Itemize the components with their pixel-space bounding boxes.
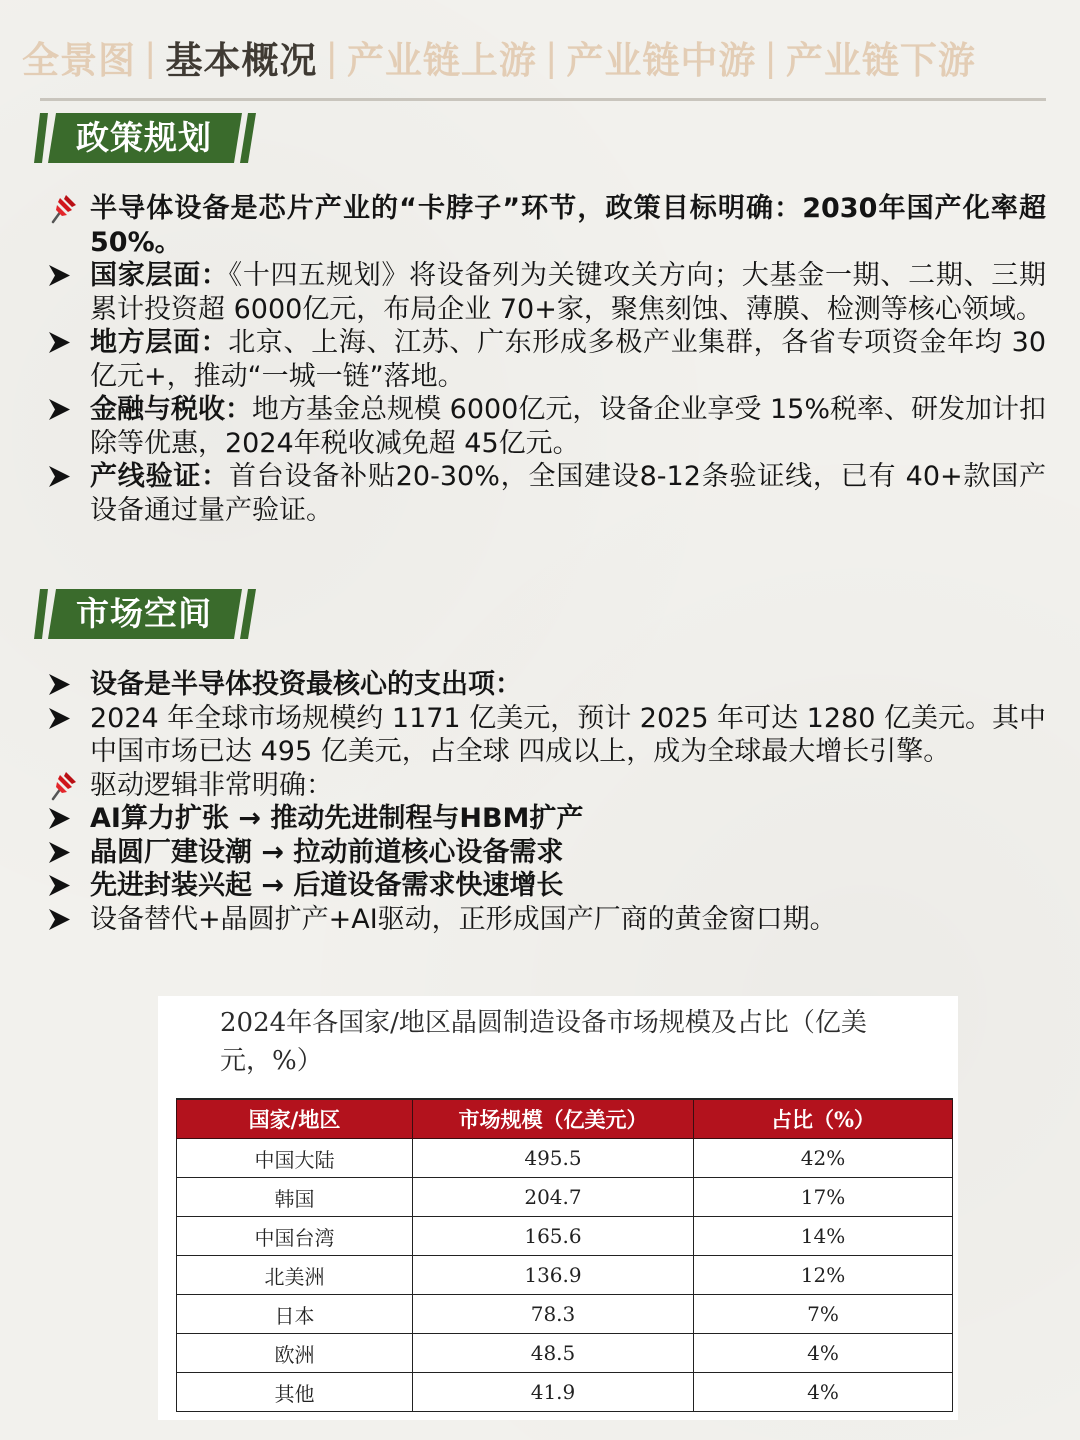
table-row xyxy=(177,1139,953,1178)
table-cell: 14% xyxy=(694,1217,953,1256)
table-row xyxy=(177,1178,953,1217)
nav-tab[interactable]: 全景图 xyxy=(22,39,136,82)
table-cell: 41.9 xyxy=(413,1373,694,1412)
item-heading: 半导体设备是芯片产业的“卡脖子”环节，政策目标明确：2030年国产化率超50%。 xyxy=(90,193,1046,258)
item-heading: 国家层面： xyxy=(90,260,229,291)
table-cell: 78.3 xyxy=(413,1295,694,1334)
table-cell: 韩国 xyxy=(177,1178,413,1217)
arrow-icon xyxy=(46,393,80,426)
table-row xyxy=(177,1373,953,1412)
item-text: 驱动逻辑非常明确： xyxy=(90,769,333,801)
table-cell: 北美洲 xyxy=(177,1256,413,1295)
table-header-cell: 市场规模（亿美元） xyxy=(413,1099,694,1139)
nav-tab[interactable]: 产业链中游 xyxy=(566,39,757,82)
list-item xyxy=(44,460,1046,527)
item-text: 设备替代+晶圆扩产+AI驱动，正形成国产厂商的黄金窗口期。 xyxy=(90,903,837,935)
nav-separator: | xyxy=(325,35,339,79)
list-item xyxy=(44,702,1046,769)
item-heading: 产线验证： xyxy=(90,461,229,492)
item-heading: 地方层面： xyxy=(90,327,229,358)
arrow-icon xyxy=(46,702,80,735)
table-cell: 204.7 xyxy=(413,1178,694,1217)
nav-divider xyxy=(40,98,1046,101)
arrow-icon xyxy=(46,460,80,493)
table-cell: 495.5 xyxy=(413,1139,694,1178)
table-body xyxy=(177,1139,953,1412)
table-row xyxy=(177,1256,953,1295)
table-cell: 17% xyxy=(694,1178,953,1217)
item-heading: 先进封装兴起 → 后道设备需求快速增长 xyxy=(90,870,564,901)
item-heading: 金融与税收： xyxy=(90,394,253,425)
table-header-cell: 占比（%） xyxy=(694,1099,953,1139)
item-text: 《十四五规划》将设备列为关键攻关方向；大基金一期、二期、三期累计投资超 6000亿元，布局企业 70+家，聚焦刻蚀、薄膜、检测等核心领域。 xyxy=(90,260,1047,325)
item-text: 2024 年全球市场规模约 1171 亿美元，预计 2025 年可达 1280 亿美元。其中中国市场已达 495 亿美元，占全球 四成以上，成为全球最大增长引擎。 xyxy=(90,702,1046,767)
list-item xyxy=(44,836,1046,870)
item-heading: 晶圆厂建设潮 → 拉动前道核心设备需求 xyxy=(90,836,564,868)
table-cell: 136.9 xyxy=(413,1256,694,1295)
table-cell: 42% xyxy=(694,1139,953,1178)
list-item xyxy=(44,192,1046,259)
item-text: 北京、上海、江苏、广东形成多极产业集群，各省专项资金年均 30亿元+，推动“一城一链”落地。 xyxy=(90,327,1046,392)
section-banner-market xyxy=(34,589,264,639)
nav-tab[interactable]: 基本概况 xyxy=(165,39,318,82)
nav-separator: | xyxy=(764,35,778,79)
section-title-market: 市场空间 xyxy=(76,594,212,633)
item-text: 地方基金总规模 6000亿元，设备企业享受 15%税率、研发加计扣除等优惠，2024年税收减免超 45亿元。 xyxy=(90,394,1047,459)
table-cell: 12% xyxy=(694,1256,953,1295)
table-row xyxy=(177,1334,953,1373)
table-cell: 中国大陆 xyxy=(177,1139,413,1178)
policy-list xyxy=(44,192,1046,527)
table-cell: 其他 xyxy=(177,1373,413,1412)
table-cell: 日本 xyxy=(177,1295,413,1334)
table-cell: 7% xyxy=(694,1295,953,1334)
nav-separator: | xyxy=(144,35,158,79)
table-header-cell: 国家/地区 xyxy=(177,1099,413,1139)
list-item xyxy=(44,259,1046,326)
item-heading: 设备是半导体投资最核心的支出项： xyxy=(90,669,522,700)
arrow-icon xyxy=(46,259,80,292)
nav-separator: | xyxy=(544,35,559,79)
table-row xyxy=(177,1295,953,1334)
arrow-icon xyxy=(46,836,80,869)
list-item xyxy=(44,668,1046,702)
nav-tab[interactable]: 产业链下游 xyxy=(785,39,976,82)
list-item xyxy=(44,769,1046,803)
table-cell: 165.6 xyxy=(413,1217,694,1256)
table-cell: 欧洲 xyxy=(177,1334,413,1373)
table-cell: 4% xyxy=(694,1373,953,1412)
table-row xyxy=(177,1217,953,1256)
table-header-row xyxy=(177,1099,953,1139)
item-heading: AI算力扩张 → 推动先进制程与HBM扩产 xyxy=(90,803,584,834)
arrow-icon xyxy=(46,869,80,902)
table-cell: 4% xyxy=(694,1334,953,1373)
pin-icon xyxy=(46,769,80,802)
arrow-icon xyxy=(46,802,80,835)
section-banner-policy xyxy=(34,113,264,163)
table-cell: 48.5 xyxy=(413,1334,694,1373)
item-text: 首台设备补贴20-30%，全国建设8-12条验证线，已有 40+款国产设备通过量产验证。 xyxy=(90,461,1047,526)
list-item xyxy=(44,393,1046,460)
arrow-icon xyxy=(46,903,80,936)
list-item xyxy=(44,869,1046,903)
list-item xyxy=(44,326,1046,393)
arrow-icon xyxy=(46,326,80,359)
table-title: 2024年各国家/地区晶圆制造设备市场规模及占比（亿美元，%） xyxy=(220,1008,867,1076)
list-item xyxy=(44,903,1046,937)
table-cell: 中国台湾 xyxy=(177,1217,413,1256)
top-nav xyxy=(22,30,1062,84)
market-list xyxy=(44,668,1046,936)
pin-icon xyxy=(46,192,80,225)
market-table-figure xyxy=(158,996,958,1420)
section-title-policy: 政策规划 xyxy=(76,118,212,157)
list-item xyxy=(44,802,1046,836)
nav-tab[interactable]: 产业链上游 xyxy=(346,39,537,82)
arrow-icon xyxy=(46,668,80,701)
market-share-table xyxy=(176,1098,953,1412)
